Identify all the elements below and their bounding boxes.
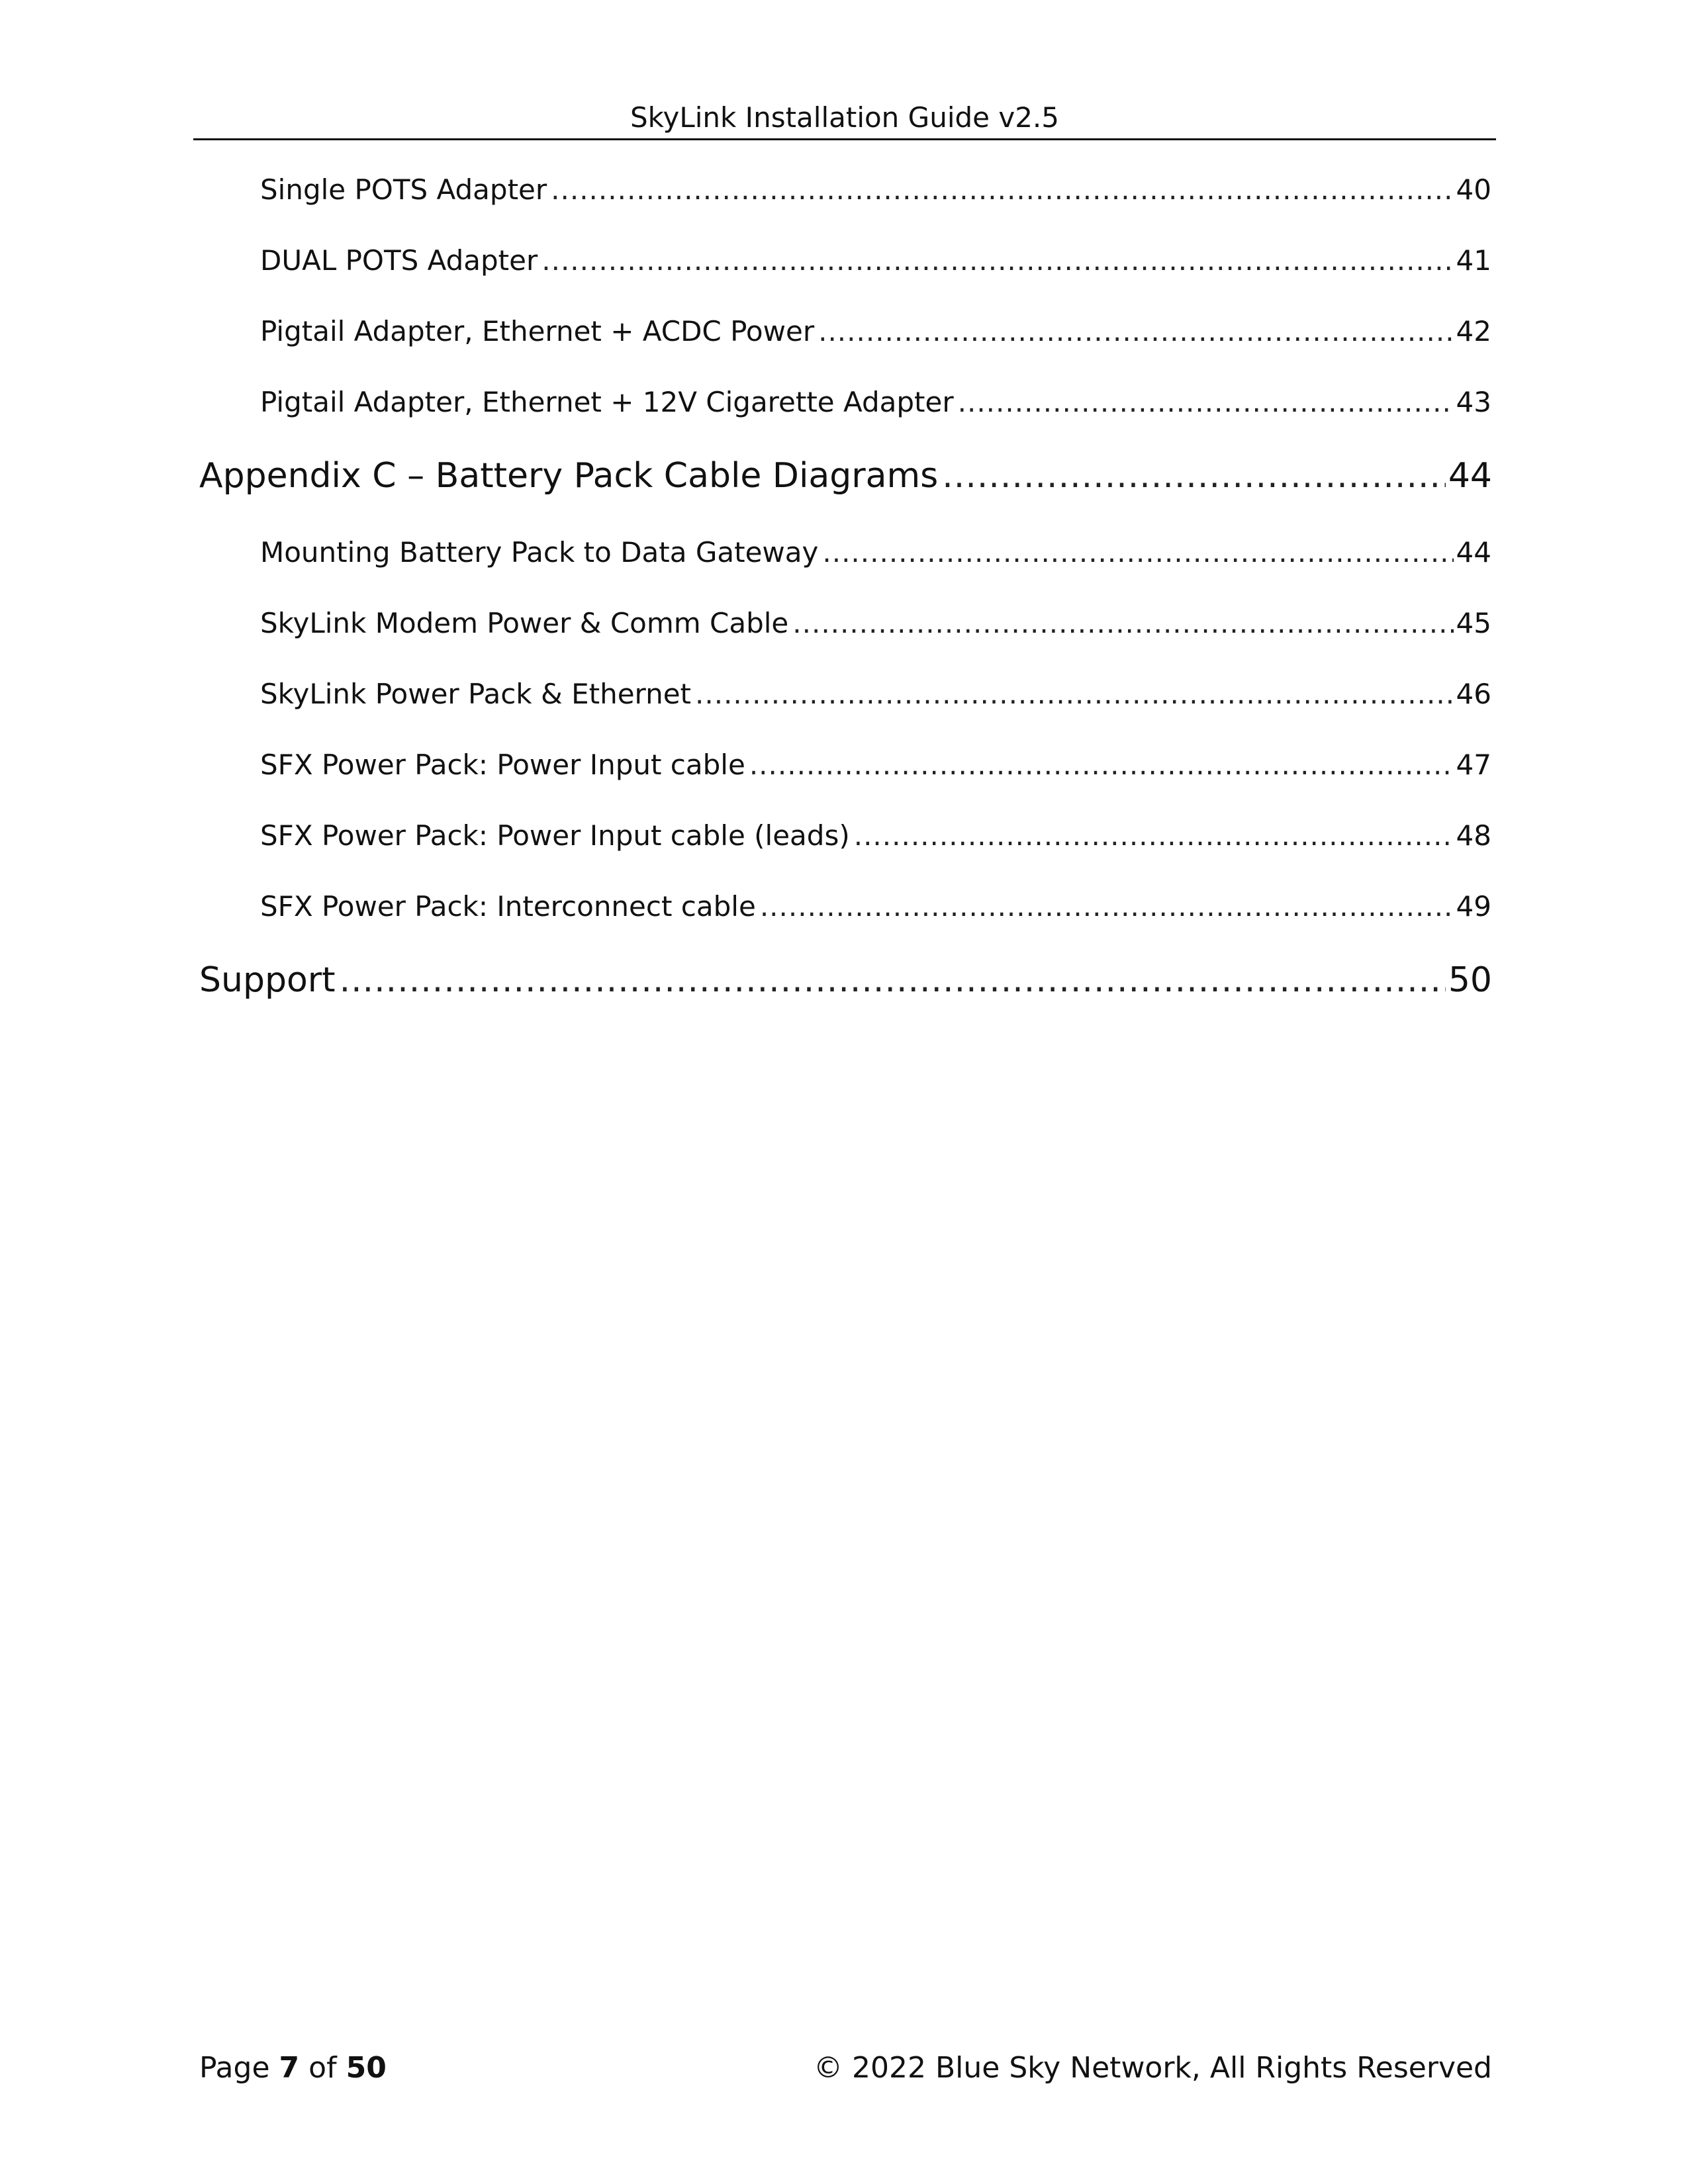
toc-entry-page: 42 — [1456, 315, 1491, 347]
page-number — [199, 2048, 387, 2088]
toc-entry-page: 41 — [1456, 244, 1491, 277]
toc-entry-title: SkyLink Power Pack & Ethernet — [260, 678, 691, 710]
toc-entry[interactable] — [260, 819, 1491, 862]
toc-entry-page: 43 — [1456, 386, 1491, 418]
copyright-notice: © 2022 Blue Sky Network, All Rights Reserved — [814, 2051, 1492, 2085]
toc-dot-leader — [818, 315, 1453, 347]
toc-dot-leader — [551, 173, 1453, 206]
toc-entry-title: SFX Power Pack: Interconnect cable — [260, 890, 756, 923]
page-current: 7 — [279, 2051, 300, 2085]
toc-entry[interactable] — [260, 536, 1491, 578]
toc-dot-leader — [958, 386, 1454, 418]
toc-dot-leader — [822, 536, 1453, 569]
toc-entry-page: 40 — [1456, 173, 1491, 206]
toc-entry-title: Appendix C – Battery Pack Cable Diagrams — [199, 456, 939, 496]
toc-dot-leader — [854, 819, 1454, 852]
toc-entry-title: SFX Power Pack: Power Input cable — [260, 749, 745, 781]
header-divider — [193, 138, 1496, 140]
toc-entry-title: SFX Power Pack: Power Input cable (leads) — [260, 819, 850, 852]
toc-dot-leader — [541, 244, 1453, 277]
toc-dot-leader — [792, 607, 1453, 639]
page-header-title: SkyLink Installation Guide v2.5 — [630, 101, 1059, 134]
toc-entry[interactable] — [260, 244, 1491, 287]
toc-entry-page: 49 — [1456, 890, 1491, 923]
toc-entry[interactable] — [260, 678, 1491, 720]
toc-entry-title: SkyLink Modem Power & Comm Cable — [260, 607, 789, 639]
toc-entry[interactable] — [260, 173, 1491, 216]
toc-entry-title: Support — [199, 960, 336, 1000]
toc-entry-page: 48 — [1456, 819, 1491, 852]
page-prefix: Page — [199, 2051, 270, 2085]
toc-entry-title: Pigtail Adapter, Ethernet + 12V Cigarette Adapter — [260, 386, 954, 418]
toc-entry-page: 44 — [1448, 456, 1492, 496]
toc-dot-leader — [695, 678, 1454, 710]
toc-entry-title: Mounting Battery Pack to Data Gateway — [260, 536, 819, 569]
toc-entry[interactable] — [260, 607, 1491, 649]
toc-entry[interactable] — [260, 315, 1491, 357]
toc-dot-leader — [749, 749, 1454, 781]
toc-entry-page: 47 — [1456, 749, 1491, 781]
page-footer — [199, 2048, 1492, 2088]
toc-entry-page: 45 — [1456, 607, 1491, 639]
page-total: 50 — [346, 2051, 387, 2085]
toc-dot-leader — [340, 960, 1446, 1000]
toc-entry-heading[interactable] — [199, 960, 1492, 1011]
toc-entry[interactable] — [260, 749, 1491, 791]
toc-entry-page: 46 — [1456, 678, 1491, 710]
toc-dot-leader — [942, 456, 1446, 496]
page-of: of — [308, 2051, 337, 2085]
toc-entry-title: Single POTS Adapter — [260, 173, 547, 206]
toc-entry-title: DUAL POTS Adapter — [260, 244, 538, 277]
toc-entry[interactable] — [260, 890, 1491, 933]
toc-entry[interactable] — [260, 386, 1491, 428]
toc-entry-title: Pigtail Adapter, Ethernet + ACDC Power — [260, 315, 815, 347]
toc-entry-heading[interactable] — [199, 456, 1492, 506]
toc-entry-page: 44 — [1456, 536, 1491, 569]
toc-entry-page: 50 — [1448, 960, 1492, 1000]
toc-dot-leader — [760, 890, 1454, 923]
